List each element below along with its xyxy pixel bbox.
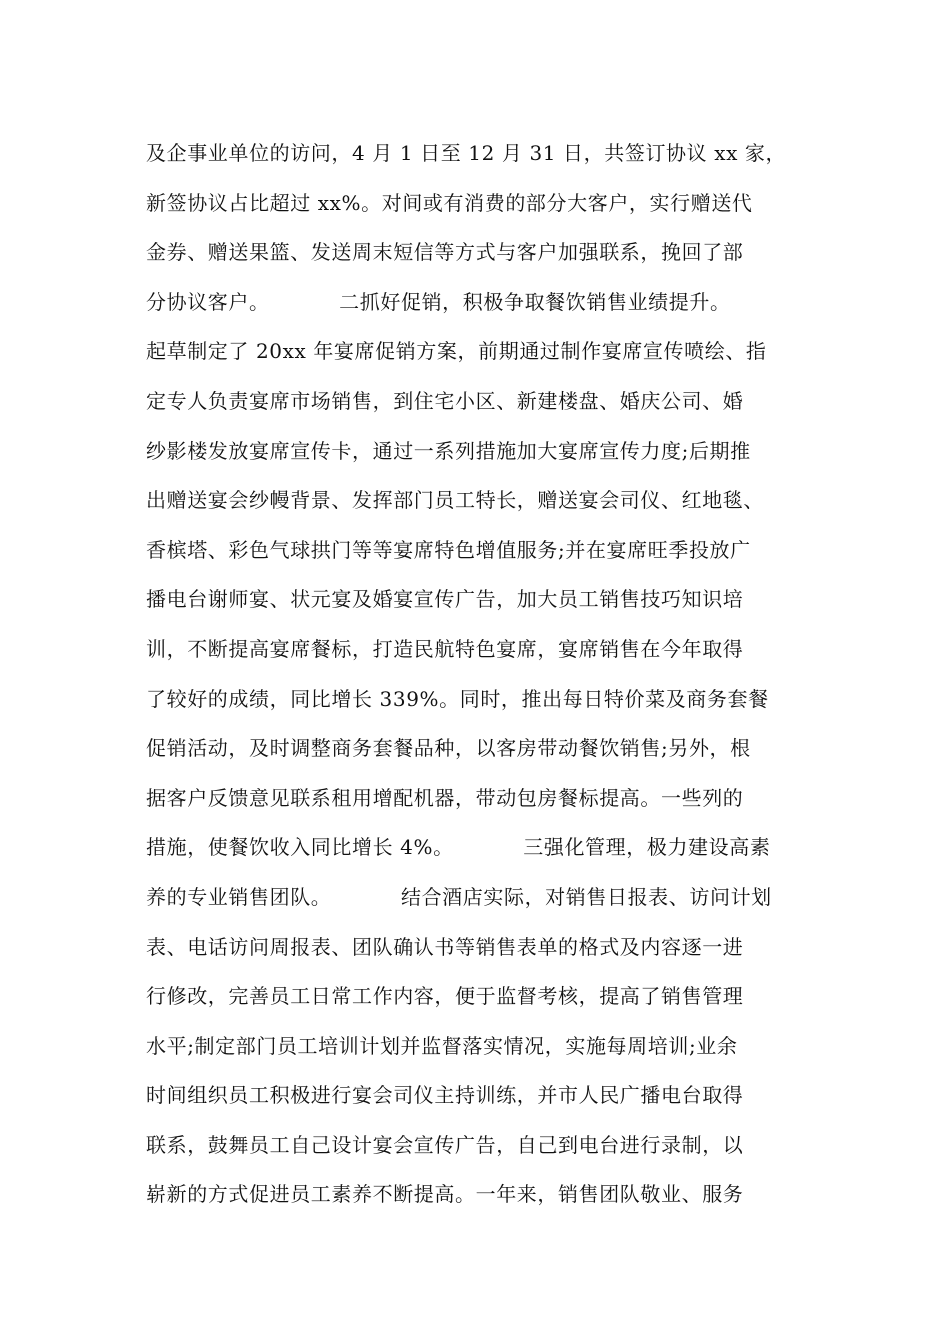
text-line: 措施，使餐饮收入同比增长 4%。 三强化管理，极力建设高素 [146, 835, 771, 860]
text-line: 播电台谢师宴、状元宴及婚宴宣传广告，加大员工销售技巧知识培 [146, 587, 744, 612]
text-line: 行修改，完善员工日常工作内容，便于监督考核，提高了销售管理 [146, 984, 744, 1009]
text-line: 金券、赠送果篮、发送周末短信等方式与客户加强联系，挽回了部 [146, 240, 744, 265]
text-line: 联系，鼓舞员工自己设计宴会宣传广告，自己到电台进行录制，以 [146, 1132, 744, 1157]
text-line: 新签协议占比超过 xx%。对间或有消费的部分大客户，实行赠送代 [146, 190, 753, 215]
text-line: 水平;制定部门员工培训计划并监督落实情况，实施每周培训;业余 [146, 1033, 738, 1058]
text-line: 了较好的成绩，同比增长 339%。同时，推出每日特价菜及商务套餐 [146, 686, 769, 711]
text-line: 养的专业销售团队。 结合酒店实际，对销售日报表、访问计划 [146, 884, 772, 909]
text-line: 表、电话访问周报表、团队确认书等销售表单的格式及内容逐一进 [146, 934, 744, 959]
body-text [146, 129, 846, 1220]
text-line: 时间组织员工积极进行宴会司仪主持训练，并市人民广播电台取得 [146, 1083, 744, 1108]
text-line: 据客户反馈意见联系租用增配机器，带动包房餐标提高。一些列的 [146, 785, 744, 810]
text-line: 香槟塔、彩色气球拱门等等宴席特色增值服务;并在宴席旺季投放广 [146, 537, 751, 562]
text-line: 纱影楼发放宴席宣传卡，通过一系列措施加大宴席宣传力度;后期推 [146, 438, 751, 463]
text-line: 及企事业单位的访问，4 月 1 日至 12 月 31 日，共签订协议 xx 家， [146, 141, 787, 165]
text-line: 定专人负责宴席市场销售，到住宅小区、新建楼盘、婚庆公司、婚 [146, 388, 744, 413]
text-line: 分协议客户。 二抓好促销，积极争取餐饮销售业绩提升。 [146, 289, 731, 314]
text-line: 崭新的方式促进员工素养不断提高。一年来，销售团队敬业、服务 [146, 1182, 744, 1207]
text-line: 促销活动，及时调整商务套餐品种，以客房带动餐饮销售;另外，根 [146, 736, 751, 761]
text-line: 训，不断提高宴席餐标，打造民航特色宴席，宴席销售在今年取得 [146, 636, 744, 661]
text-line: 起草制定了 20xx 年宴席促销方案，前期通过制作宴席宣传喷绘、指 [146, 339, 767, 364]
text-line: 出赠送宴会纱幔背景、发挥部门员工特长，赠送宴会司仪、红地毯、 [146, 488, 764, 513]
